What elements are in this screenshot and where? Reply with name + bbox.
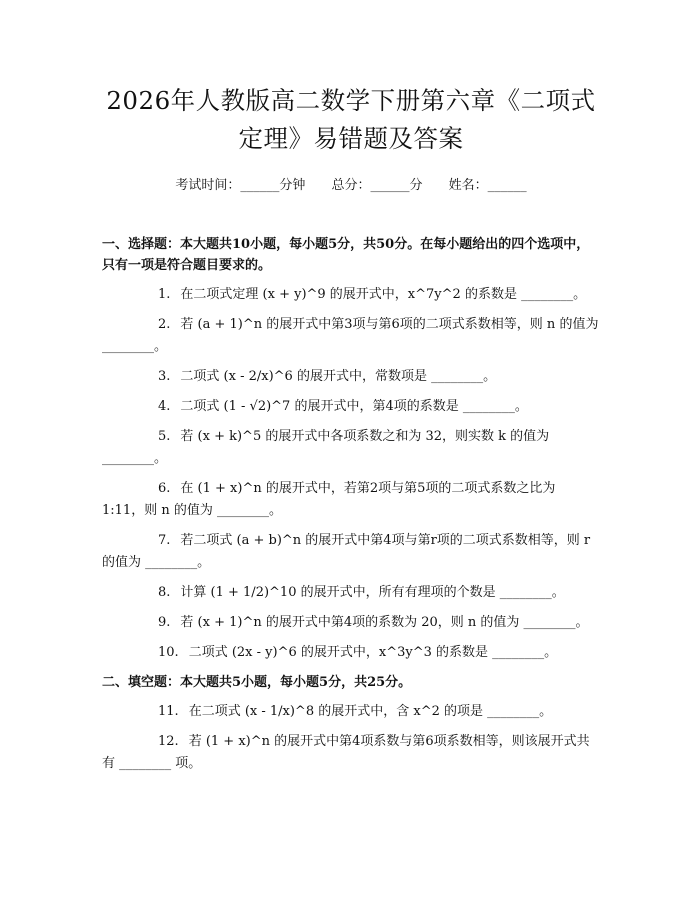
exam-time-field: 考试时间：______分钟	[175, 178, 306, 193]
question-item	[102, 396, 600, 418]
question-number: 8.	[158, 585, 171, 600]
question-number: 10.	[158, 645, 179, 660]
question-text: 若 (x + k)^5 的展开式中各项系数之和为 32，则实数 k 的值为 ________。	[102, 429, 550, 466]
total-score-field: 总分：______分	[331, 178, 423, 193]
question-text: 在二项式定理 (x + y)^9 的展开式中，x^7y^2 的系数是 ________。	[180, 287, 587, 302]
question-item	[102, 642, 600, 664]
question-text: 在二项式 (x - 1/x)^8 的展开式中，含 x^2 的项是 ________。	[188, 704, 553, 719]
question-item	[102, 731, 600, 775]
question-item	[102, 612, 600, 634]
exam-info-line	[102, 176, 600, 196]
question-number: 6.	[158, 481, 171, 496]
question-item	[102, 701, 600, 723]
question-text: 若 (x + 1)^n 的展开式中第4项的系数为 20，则 n 的值为 ________。	[180, 615, 589, 630]
question-item	[102, 314, 600, 358]
section-heading-fill-in: 二、填空题：本大题共5小题，每小题5分，共25分。	[102, 675, 412, 690]
question-text: 若二项式 (a + b)^n 的展开式中第4项与第r项的二项式系数相等，则 r 的值为 ________。	[102, 533, 591, 570]
question-number: 11.	[158, 704, 179, 719]
question-number: 7.	[158, 533, 171, 548]
document-title: 2026年人教版高二数学下册第六章《二项式定理》易错题及答案	[106, 86, 596, 153]
question-text: 二项式 (2x - y)^6 的展开式中，x^3y^3 的系数是 ________。	[188, 645, 558, 660]
question-number: 2.	[158, 317, 171, 332]
question-text: 若 (a + 1)^n 的展开式中第3项与第6项的二项式系数相等，则 n 的值为 ________。	[102, 317, 599, 354]
question-item	[102, 530, 600, 574]
question-text: 二项式 (x - 2/x)^6 的展开式中，常数项是 ________。	[180, 369, 497, 384]
question-number: 9.	[158, 615, 171, 630]
question-item	[102, 478, 600, 522]
name-field: 姓名：______	[448, 178, 527, 193]
section-heading-choice: 一、选择题：本大题共10小题，每小题5分，共50分。在每小题给出的四个选项中，只有一项是符合题目要求的。	[102, 237, 590, 273]
question-text: 计算 (1 + 1/2)^10 的展开式中，所有有理项的个数是 ________。	[180, 585, 565, 600]
question-item	[102, 366, 600, 388]
question-number: 3.	[158, 369, 171, 384]
question-text: 二项式 (1 - √2)^7 的展开式中，第4项的系数是 ________。	[180, 399, 528, 414]
question-item	[102, 284, 600, 306]
question-text: 在 (1 + x)^n 的展开式中，若第2项与第5项的二项式系数之比为 1:11，则 n 的值为 ________。	[102, 481, 556, 518]
question-item	[102, 582, 600, 604]
question-item	[102, 426, 600, 470]
question-number: 12.	[158, 734, 179, 749]
question-number: 1.	[158, 287, 171, 302]
question-number: 5.	[158, 429, 171, 444]
question-text: 若 (1 + x)^n 的展开式中第4项系数与第6项系数相等，则该展开式共有 ________ 项。	[102, 734, 590, 771]
question-number: 4.	[158, 399, 171, 414]
